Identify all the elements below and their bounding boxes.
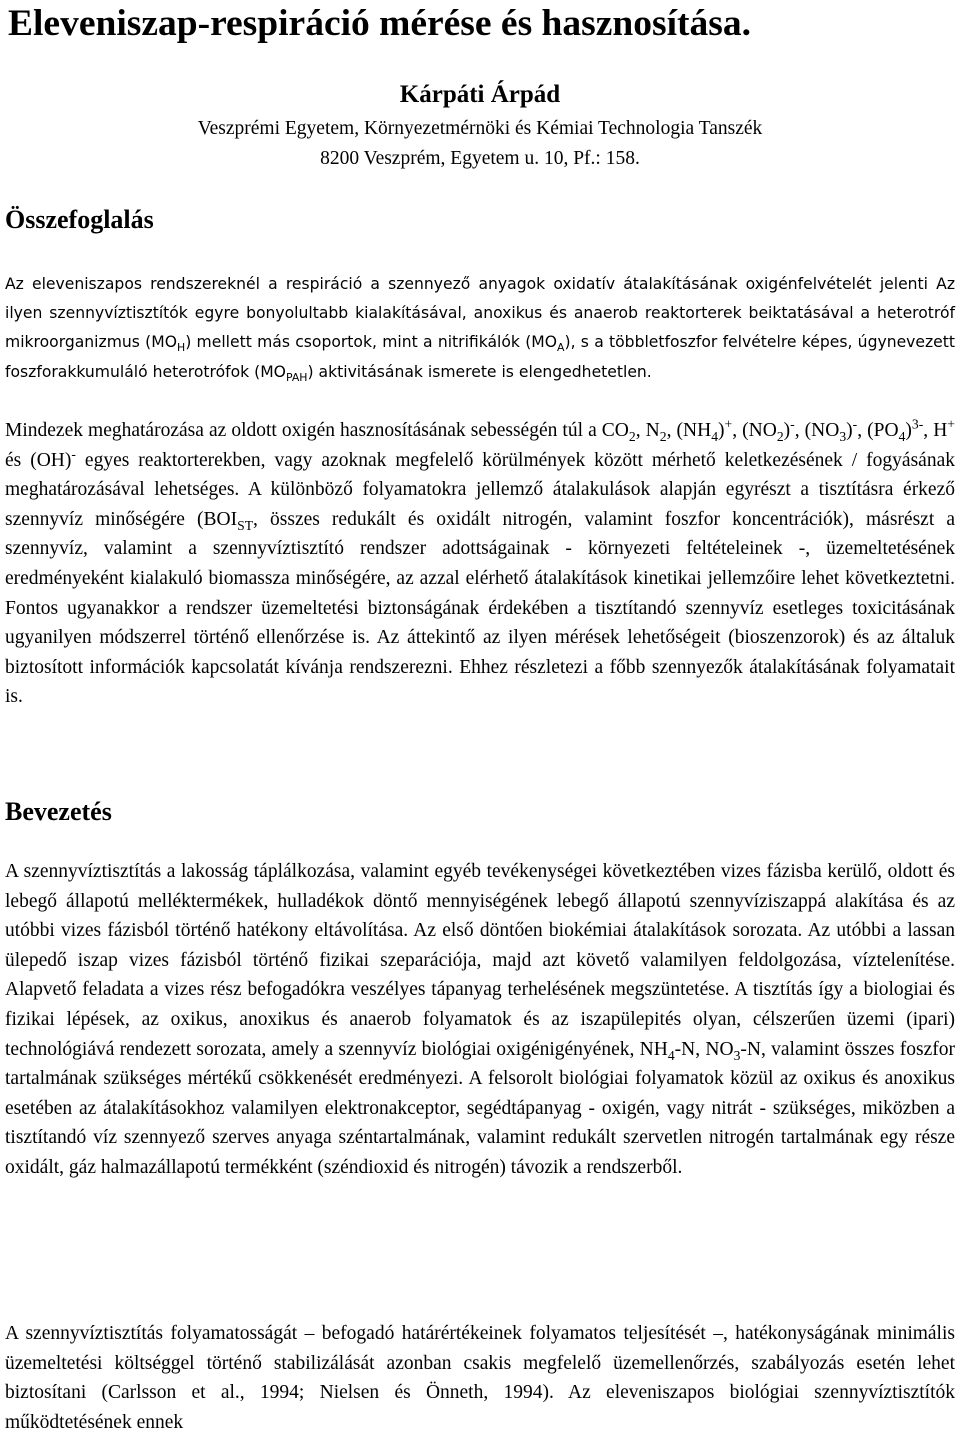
affiliation-line-1: Veszprémi Egyetem, Környezetmérnöki és Kémiai Technologia Tanszék [197,118,763,139]
introduction-paragraph-2: A szennyvíztisztítás folyamatosságát – befogadó határértékeinek folyamatos teljesítését –, hatékonyságának minimális üzemeltetési költséggel történő stabilizálását azonban csakis megfelelő üzemellenőrzés, szabályozás esetén lehet biztosítani (Carlsson et al., 1994; Nielsen és Önneth, 1994). Az eleveniszapos biológiai szennyvíztisztítók működtetésének ennek [5,1323,955,1433]
summary-paragraph: Az eleveniszapos rendszereknél a respiráció a szennyező anyagok oxidatív átalakításának oxigénfelvételét jelenti Az ilyen szennyvíztisztítók egyre bonyolultabb kialakításával, anoxikus és anaerob reaktorterek beiktatásával a heterotróf mikroorganizmus $(MO_H)$ mellett más csoportok, mint a nitrifikálók $(MO_A)$, s a többletfoszfor felvételre képes, úgynevezett foszforakkumuláló heterotrófok $(MO_{PAH})$ aktivitásának ismerete is elengedhetetlen. [5,275,956,384]
introduction-heading: Bevezetés [5,797,112,826]
introduction-paragraph-1: A szennyvíztisztítás a lakosság táplálkozása, valamint egyéb tevékenységei következtében vizes fázisba kerülő, oldott és lebegő állapotú melléktermékek, hulladékok döntő mennyiségének lebegő állapotú szennyvíziszappá alakítása és az utóbbi vizes fázisból történő hatékony eltávolítása. Az első döntően biokémiai átalakítások sorozata. Az utóbbi a lassan ülepedő iszap vizes fázisból történő fizikai szeparációja, majd azt követő valamilyen feldolgozása, víztelenítése. Alapvető feladata a vizes rész befogadókra veszélyes tápanyag terhelésének megszüntetése. A tisztítás így a biologiai és fizikai lépések, az oxikus, anoxikus és anaerob folyamatok és az iszapülepités olyan, célszerűen üzemi (ipari) technológiává rendezett sorozata, amely a szennyvíz biológiai oxigénigényének, $NH_4-N$, $NO_3-N$, valamint összes foszfor tartalmának szükséges mértékű csökkenését eredményezi. A felsorolt biológiai folyamatok közül az oxikus és anoxikus esetében az átalakításokhoz valamilyen elektronakceptor, segédtápanyag - oxigén, vagy nitrát - szükséges, miközben a tisztítandó víz szennyező szerves anyaga széntartalmának, valamint redukált szervetlen nitrogén tartalmának egy része oxidált, gáz halmazállapotú termékként (széndioxid és nitrogén) távozik a rendszerből. [5,861,955,1178]
affiliation-line-2: 8200 Veszprém, Egyetem u. 10, Pf.: 158. [320,148,640,169]
summary-paragraph-continued: Mindezek meghatározása az oldott oxigén hasznosításának sebességén túl a $CO_2$, $N_2$, $(NH_4)^+$, $(NO_2)^-$, $(NO_3)^-$, $(PO_4)^{3-}$, H+ és (OH)- egyes reaktorterekben, vagy azoknak megfelelő körülmények között mérhető keletkezésének / fogyásának meghatározásával lehetséges. A különböző folyamatokra jellemző átalakulások alapján egyrészt a tisztításra érkező szennyvíz minőségére ($BOI_{ST}$, összes redukált és oxidált nitrogén, valamint foszfor koncentrációk), másrészt a szennyvíz, valamint a szennyvíztisztító rendszer adottságainak - környezeti feltételeinek -, üzemeltetésének eredményeként kialakuló biomassza minőségére, az azzal elérhető átalakítások kinetikai jellemzőire lehet következtetni. Fontos ugyanakkor a rendszer üzemeltetési biztonságának érdekében a tisztítandó szennyvíz esetleges toxicitásának ugyanilyen módszerrel történő ellenőrzése is. Az áttekintő az ilyen mérések lehetőségeit (bioszenzorok) és az általuk biztosított információk kapcsolatát kívánja rendszerezni. Ehhez részletezi a főbb szennyezők átalakításának folyamatait is. [5,416,955,708]
summary-heading: Összefoglalás [5,205,154,234]
author-name: Kárpáti Árpád [399,81,561,108]
paper-title: Eleveniszap-respiráció mérése és hasznosítása. [8,3,751,44]
